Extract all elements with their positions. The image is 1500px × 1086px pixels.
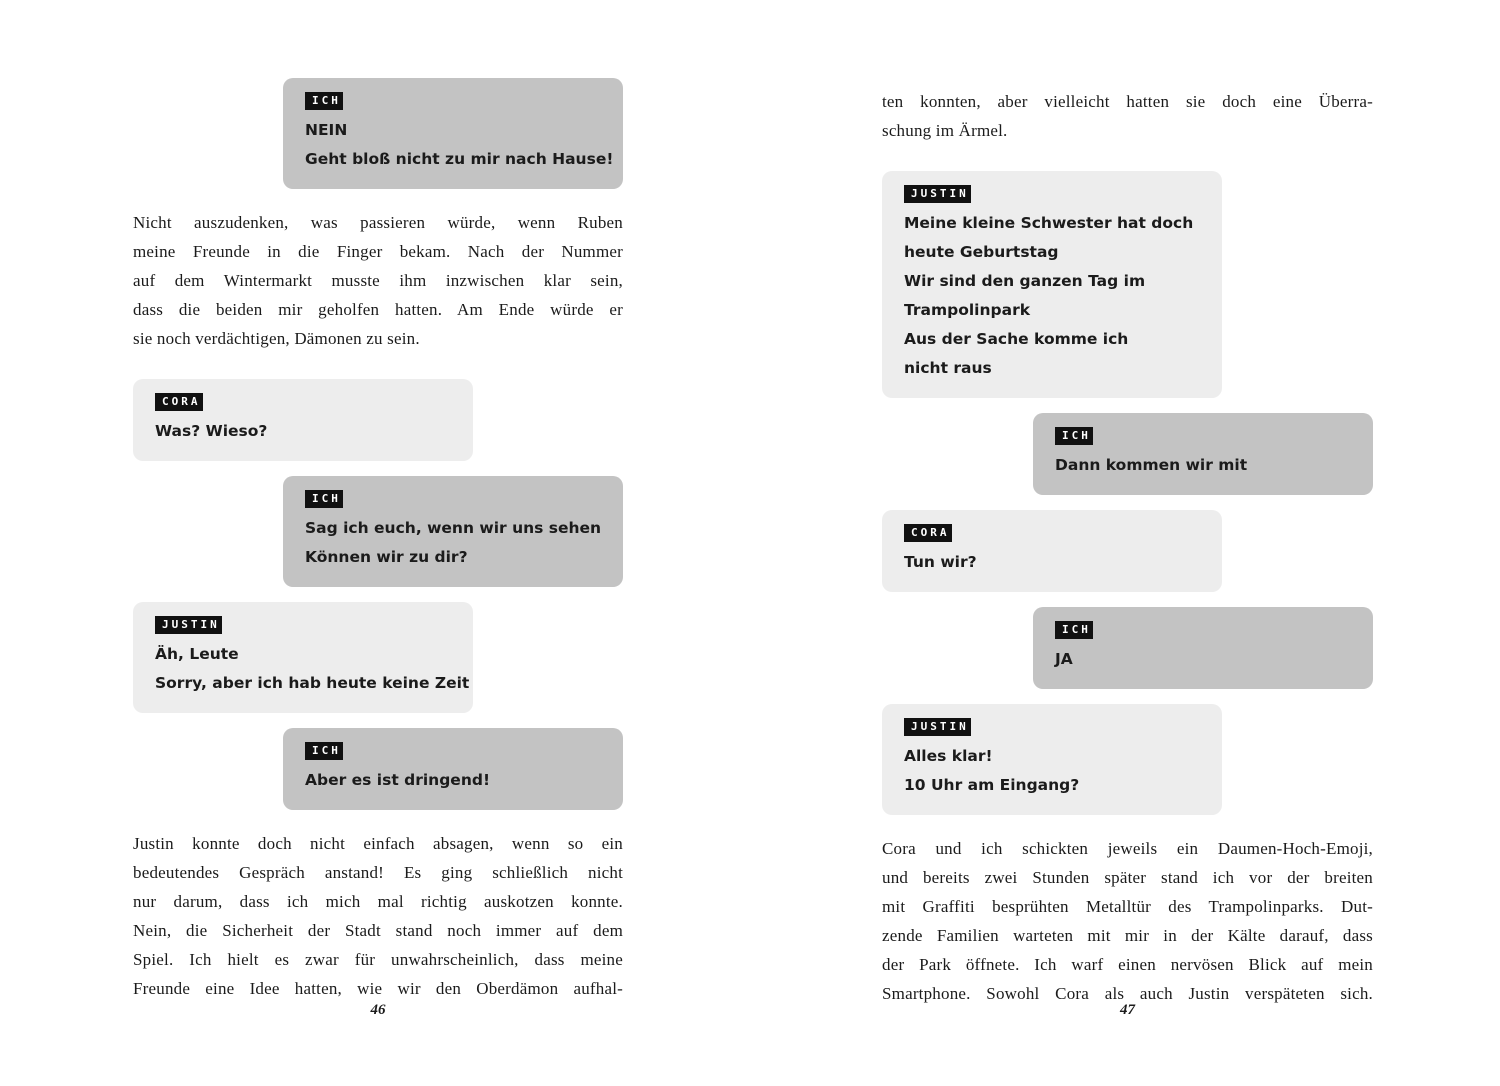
chat-label-row <box>155 392 455 411</box>
paragraph-line: auf dem Wintermarkt musste ihm inzwischen klar sein, <box>133 271 623 290</box>
chat-message-line: nicht raus <box>904 359 992 377</box>
chat-sender-label: CORA <box>904 524 952 542</box>
body-paragraph <box>882 87 1373 145</box>
chat-message-line: Geht bloß nicht zu mir nach Hause! <box>305 150 614 168</box>
chat-message-line: NEIN <box>305 121 348 139</box>
chat-message-line: Tun wir? <box>904 553 977 571</box>
paragraph-line: Spiel. Ich hielt es zwar für unwahrscheinlich, dass meine <box>133 950 623 969</box>
chat-message-line: Aber es ist dringend! <box>305 771 491 789</box>
paragraph-line: und bereits zwei Stunden später stand ich vor der breiten <box>882 868 1373 887</box>
paragraph-line: zende Familien warteten mit mir in der Kälte darauf, dass <box>882 926 1373 945</box>
paragraph-line: Cora und ich schickten jeweils ein Daumen-Hoch-Emoji, <box>882 839 1373 858</box>
paragraph-line: Smartphone. Sowohl Cora als auch Justin verspäteten sich. <box>882 984 1373 1003</box>
chat-sender-label: ICH <box>1055 427 1093 445</box>
chat-label-row <box>904 184 1204 203</box>
chat-message-line: Aus der Sache komme ich <box>904 330 1129 348</box>
chat-label-row <box>155 615 455 634</box>
chat-sender-label: JUSTIN <box>904 718 971 736</box>
chat-sender-label: JUSTIN <box>904 185 971 203</box>
chat-label-row <box>305 741 605 760</box>
chat-label-row <box>904 717 1204 736</box>
chat-message-line: Alles klar! <box>904 747 993 765</box>
page-number: 46 <box>370 1002 386 1018</box>
chat-message-line: Trampolinpark <box>904 301 1031 319</box>
chat-label-row <box>1055 620 1355 639</box>
chat-label-row <box>305 489 605 508</box>
chat-label-row <box>1055 426 1355 445</box>
paragraph-line: meine Freunde in die Finger bekam. Nach der Nummer <box>133 242 623 261</box>
body-paragraph <box>882 834 1373 1008</box>
chat-message-line: Sag ich euch, wenn wir uns sehen <box>305 519 602 537</box>
chat-bubble <box>1033 413 1373 495</box>
paragraph-line: ten konnten, aber vielleicht hatten sie doch eine Überra- <box>882 92 1373 111</box>
chat-message-line: Dann kommen wir mit <box>1055 456 1248 474</box>
chat-message-line: Wir sind den ganzen Tag im <box>904 272 1146 290</box>
chat-message-line: Meine kleine Schwester hat doch <box>904 214 1194 232</box>
chat-bubble <box>283 476 623 587</box>
chat-sender-label: ICH <box>305 490 343 508</box>
body-paragraph <box>133 208 623 353</box>
chat-sender-label: ICH <box>305 92 343 110</box>
body-paragraph <box>133 829 623 1003</box>
paragraph-line: Freunde eine Idee hatten, wie wir den Oberdämon aufhal- <box>133 979 623 998</box>
chat-sender-label: ICH <box>305 742 343 760</box>
page-number: 47 <box>1120 1002 1135 1018</box>
paragraph-line: dass die beiden mir geholfen hatten. Am Ende würde er <box>133 300 623 319</box>
left-page <box>133 78 623 1029</box>
chat-bubble <box>283 78 623 189</box>
chat-bubble <box>133 602 473 713</box>
chat-bubble <box>1033 607 1373 689</box>
chat-message-line: Können wir zu dir? <box>305 548 468 566</box>
paragraph-line: Nein, die Sicherheit der Stadt stand noch immer auf dem <box>133 921 623 940</box>
paragraph-line: nur darum, dass ich mich mal richtig auskotzen konnte. <box>133 892 623 911</box>
chat-message-line: Sorry, aber ich hab heute keine Zeit <box>155 674 470 692</box>
chat-label-row <box>904 523 1204 542</box>
chat-message-line: Äh, Leute <box>155 645 239 663</box>
chat-sender-label: JUSTIN <box>155 616 222 634</box>
chat-bubble <box>882 510 1222 592</box>
paragraph-line: schung im Ärmel. <box>882 121 1008 140</box>
chat-sender-label: ICH <box>1055 621 1093 639</box>
paragraph-line: der Park öffnete. Ich warf einen nervösen Blick auf mein <box>882 955 1373 974</box>
chat-bubble <box>133 379 473 461</box>
chat-message-line: 10 Uhr am Eingang? <box>904 776 1080 794</box>
paragraph-line: bedeutendes Gespräch anstand! Es ging schließlich nicht <box>133 863 623 882</box>
chat-message-line: heute Geburtstag <box>904 243 1059 261</box>
right-page <box>882 87 1373 1034</box>
paragraph-line: sie noch verdächtigen, Dämonen zu sein. <box>133 329 420 348</box>
chat-message-line: JA <box>1055 650 1073 668</box>
paragraph-line: mit Graffiti besprühten Metalltür des Trampolinparks. Dut- <box>882 897 1373 916</box>
chat-bubble <box>283 728 623 810</box>
chat-bubble <box>882 704 1222 815</box>
chat-label-row <box>305 91 605 110</box>
chat-sender-label: CORA <box>155 393 203 411</box>
paragraph-line: Nicht auszudenken, was passieren würde, wenn Ruben <box>133 213 623 232</box>
paragraph-line: Justin konnte doch nicht einfach absagen, wenn so ein <box>133 834 623 853</box>
chat-bubble <box>882 171 1222 398</box>
chat-message-line: Was? Wieso? <box>155 422 268 440</box>
